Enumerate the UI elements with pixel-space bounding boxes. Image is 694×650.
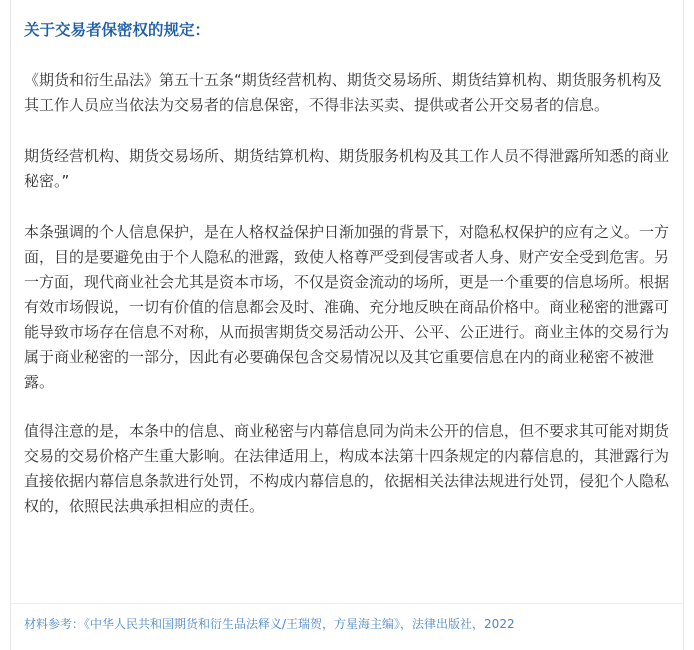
paragraph-notes: 值得注意的是，本条中的信息、商业秘密与内幕信息同为尚未公开的信息，但不要求其可能对期货交易的交易价格产生重大影响。在法律适用上，构成本法第十四条规定的内幕信息的，其泄露行为直接依据内幕信息条款进行处罚，不构成内幕信息的，依据相关法律法规进行处罚，侵犯个人隐私权的，依照民法典承担相应的责任。 xyxy=(24,422,670,515)
section-heading: 关于交易者保密权的规定： xyxy=(24,21,211,39)
paragraph-trade-secret: 期货经营机构、期货交易场所、期货结算机构、期货服务机构及其工作人员不得泄露所知悉的商业秘密。” xyxy=(24,147,670,190)
source-divider xyxy=(10,603,684,604)
paragraph-law-article: 《期货和衍生品法》第五十五条“期货经营机构、期货交易场所、期货结算机构、期货服务机构及其工作人员应当依法为交易者的信息保密，不得非法买卖、提供或者公开交易者的信息。 xyxy=(24,71,662,114)
article-content xyxy=(24,18,672,545)
source-reference: 材料参考：《中华人民共和国期货和衍生品法释义/王瑞贺，方星海主编》，法律出版社，2022 xyxy=(24,617,515,631)
paragraph-privacy-explanation: 本条强调的个人信息保护，是在人格权益保护日渐加强的背景下，对隐私权保护的应有之义。一方面，目的是要避免由于个人隐私的泄露，致使人格尊严受到侵害或者人身、财产安全受到危害。另一方面，现代商业社会尤其是资本市场，不仅是资金流动的场所，更是一个重要的信息场所。根据有效市场假说，一切有价值的信息都会及时、准确、充分地反映在商品价格中。商业秘密的泄露可能导致市场存在信息不对称，从而损害期货交易活动公开、公平、公正进行。商业主体的交易行为属于商业秘密的一部分，因此有必要确保包含交易情况以及其它重要信息在内的商业秘密不被泄露。 xyxy=(24,223,670,391)
